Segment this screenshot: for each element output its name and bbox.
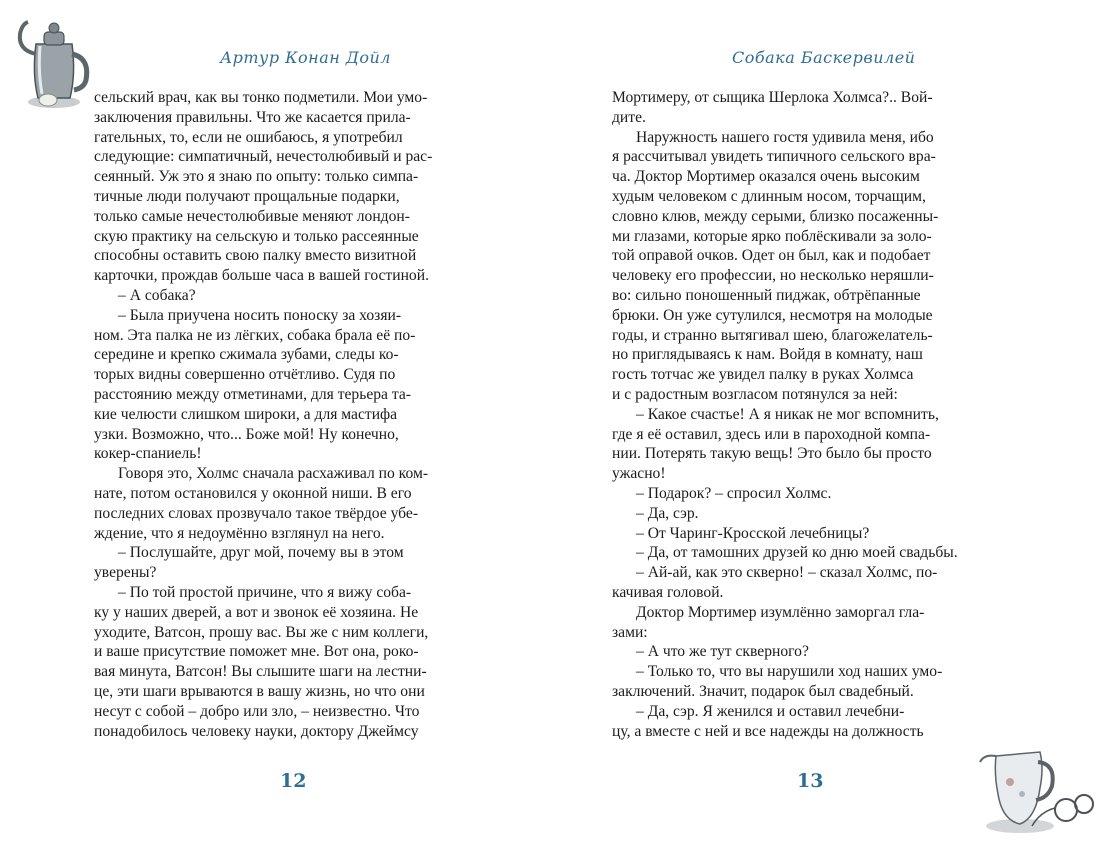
text-line: качивая головой. xyxy=(612,583,724,601)
text-line: Говоря это, Холмс сначала расхаживал по ком- xyxy=(118,465,429,483)
text-line: – Ай-ай, как это скверно! – сказал Холмс, по- xyxy=(636,564,938,582)
text-line: годы, и странно вытягивал шею, благожелатель- xyxy=(612,326,933,344)
text-line: словно клюв, между серыми, близко посаженны- xyxy=(612,207,939,225)
text-line: – Подарок? – спросил Холмс. xyxy=(636,484,832,502)
text-line: – Была приучена носить поноску за хозяи- xyxy=(118,306,402,324)
text-line: расстоянию между отметинами, для терьера та- xyxy=(94,385,411,403)
text-line: заключения правильны. Что же касается прила- xyxy=(94,108,411,126)
text-line: во: сильно поношенный пиджак, обтрёпанные xyxy=(612,286,921,304)
text-line: последних словах прозвучало такое твёрдое убе- xyxy=(94,504,419,522)
text-line: сеянный. Уж это я знаю по опыту: только симпа- xyxy=(94,168,419,186)
right-page xyxy=(550,0,1100,845)
left-page-text xyxy=(94,88,488,741)
text-line: следующие: симпатичный, нечестолюбивый и рас- xyxy=(94,148,433,166)
text-line: – Послушайте, друг мой, почему вы в этом xyxy=(118,544,404,562)
text-line: несут с собой – добро или зло, – неизвестно. Что xyxy=(94,702,420,720)
text-line: – Да, от тамошних друзей ко дню моей свадьбы. xyxy=(636,544,958,562)
text-line: ку у наших дверей, а вот и звонок её хозяина. Не xyxy=(94,603,419,621)
text-line: сельский врач, как вы тонко подметили. Мои умо- xyxy=(94,89,428,106)
text-line: – А собака? xyxy=(118,286,196,304)
text-line: – По той простой причине, что я вижу соба- xyxy=(118,583,412,601)
text-line: карточки, прождав больше часа в вашей гостиной. xyxy=(94,267,429,285)
text-line: нате, потом остановился у оконной ниши. В его xyxy=(94,484,412,502)
text-line: ча. Доктор Мортимер оказался очень высоким xyxy=(612,168,920,186)
text-line: заключений. Значит, подарок был свадебный. xyxy=(612,682,914,700)
text-line: ждение, что я недоумённо взглянул на него. xyxy=(94,524,385,542)
text-line: кие челюсти слишком широки, а для мастифа xyxy=(94,405,398,423)
text-line: дите. xyxy=(612,108,646,126)
text-line: узки. Возможно, что... Боже мой! Ну конечно, xyxy=(94,425,399,443)
text-line: худым человеком с длинным носом, торчащим, xyxy=(612,187,926,205)
running-head-author: Артур Конан Дойл xyxy=(220,48,391,67)
text-line: тичные люди получают прощальные подарки, xyxy=(94,187,400,205)
text-line: но приглядываясь к нам. Войдя в комнату, наш xyxy=(612,346,923,364)
text-line: я рассчитывал увидеть типичного сельского вра- xyxy=(612,148,936,166)
text-line: где я её оставил, здесь или в пароходной компа- xyxy=(612,425,931,443)
text-line: Мортимеру, от сыщика Шерлока Холмса?.. Вой- xyxy=(612,89,933,106)
text-line: уходите, Ватсон, прошу вас. Вы же с ним коллеги, xyxy=(94,623,429,641)
text-line: торых видны совершенно отчётливо. Судя по xyxy=(94,366,396,384)
text-line: и ваше присутствие поможет мне. Вот она, роко- xyxy=(94,643,419,661)
text-line: гательных, то, если не ошибаюсь, я употребил xyxy=(94,128,403,146)
text-line: Наружность нашего гостя удивила меня, ибо xyxy=(636,128,934,146)
text-line: це, эти шаги врываются в вашу жизнь, но что они xyxy=(94,682,425,700)
text-line: той оправой очков. Одет он был, как и подобает xyxy=(612,247,931,265)
text-line: ужасно! xyxy=(612,465,666,483)
text-line: вая минута, Ватсон! Вы слышите шаги на лестни- xyxy=(94,663,427,681)
text-line: брюки. Он уже сутулился, несмотря на молодые xyxy=(612,306,933,324)
text-line: ми глазами, которые ярко поблёскивали за золо- xyxy=(612,227,932,245)
text-line: ном. Эта палка не из лёгких, собака брала её по- xyxy=(94,326,416,344)
text-line: уверены? xyxy=(94,564,157,582)
right-page-text xyxy=(612,88,1007,741)
text-line: – Только то, что вы нарушили ход наших умо- xyxy=(636,663,943,681)
text-line: и с радостным возгласом потянулся за ней: xyxy=(612,385,898,403)
page-number-left: 12 xyxy=(280,770,307,792)
text-line: только самые нечестолюбивые меняют лондон- xyxy=(94,207,410,225)
text-line: кокер-спаниель! xyxy=(94,445,202,463)
text-line: человеку его профессии, но несколько неряшли- xyxy=(612,267,934,285)
text-line: нии. Потерять такую вещь! Это было бы просто xyxy=(612,445,932,463)
text-line: – Да, сэр. xyxy=(636,504,699,522)
text-line: гость тотчас же увидел палку в руках Холмса xyxy=(612,366,914,384)
text-line: – От Чаринг-Кросской лечебницы? xyxy=(636,524,870,542)
text-line: скую практику на сельскую и только рассеянные xyxy=(94,227,419,245)
text-line: середине и крепко сжимала зубами, следы ко- xyxy=(94,346,399,364)
teapot-illustration xyxy=(14,14,96,110)
text-line: понадобилось человеку науки, доктору Джеймсу xyxy=(94,722,419,740)
text-line: – А что же тут скверного? xyxy=(636,643,809,661)
page-number-right: 13 xyxy=(797,770,824,792)
text-line: способны оставить свою палку вместо визитной xyxy=(94,247,417,265)
text-line: Доктор Мортимер изумлённо заморгал гла- xyxy=(636,603,925,621)
text-line: цу, а вместе с ней и все надежды на должность xyxy=(612,722,924,740)
running-head-title: Собака Баскервилей xyxy=(732,48,916,67)
text-line: – Да, сэр. Я женился и оставил лечебни- xyxy=(636,702,905,720)
jug-and-spectacles-illustration xyxy=(970,738,1095,838)
text-line: зами: xyxy=(612,623,648,641)
text-line: – Какое счастье! А я никак не мог вспомнить, xyxy=(636,405,939,423)
